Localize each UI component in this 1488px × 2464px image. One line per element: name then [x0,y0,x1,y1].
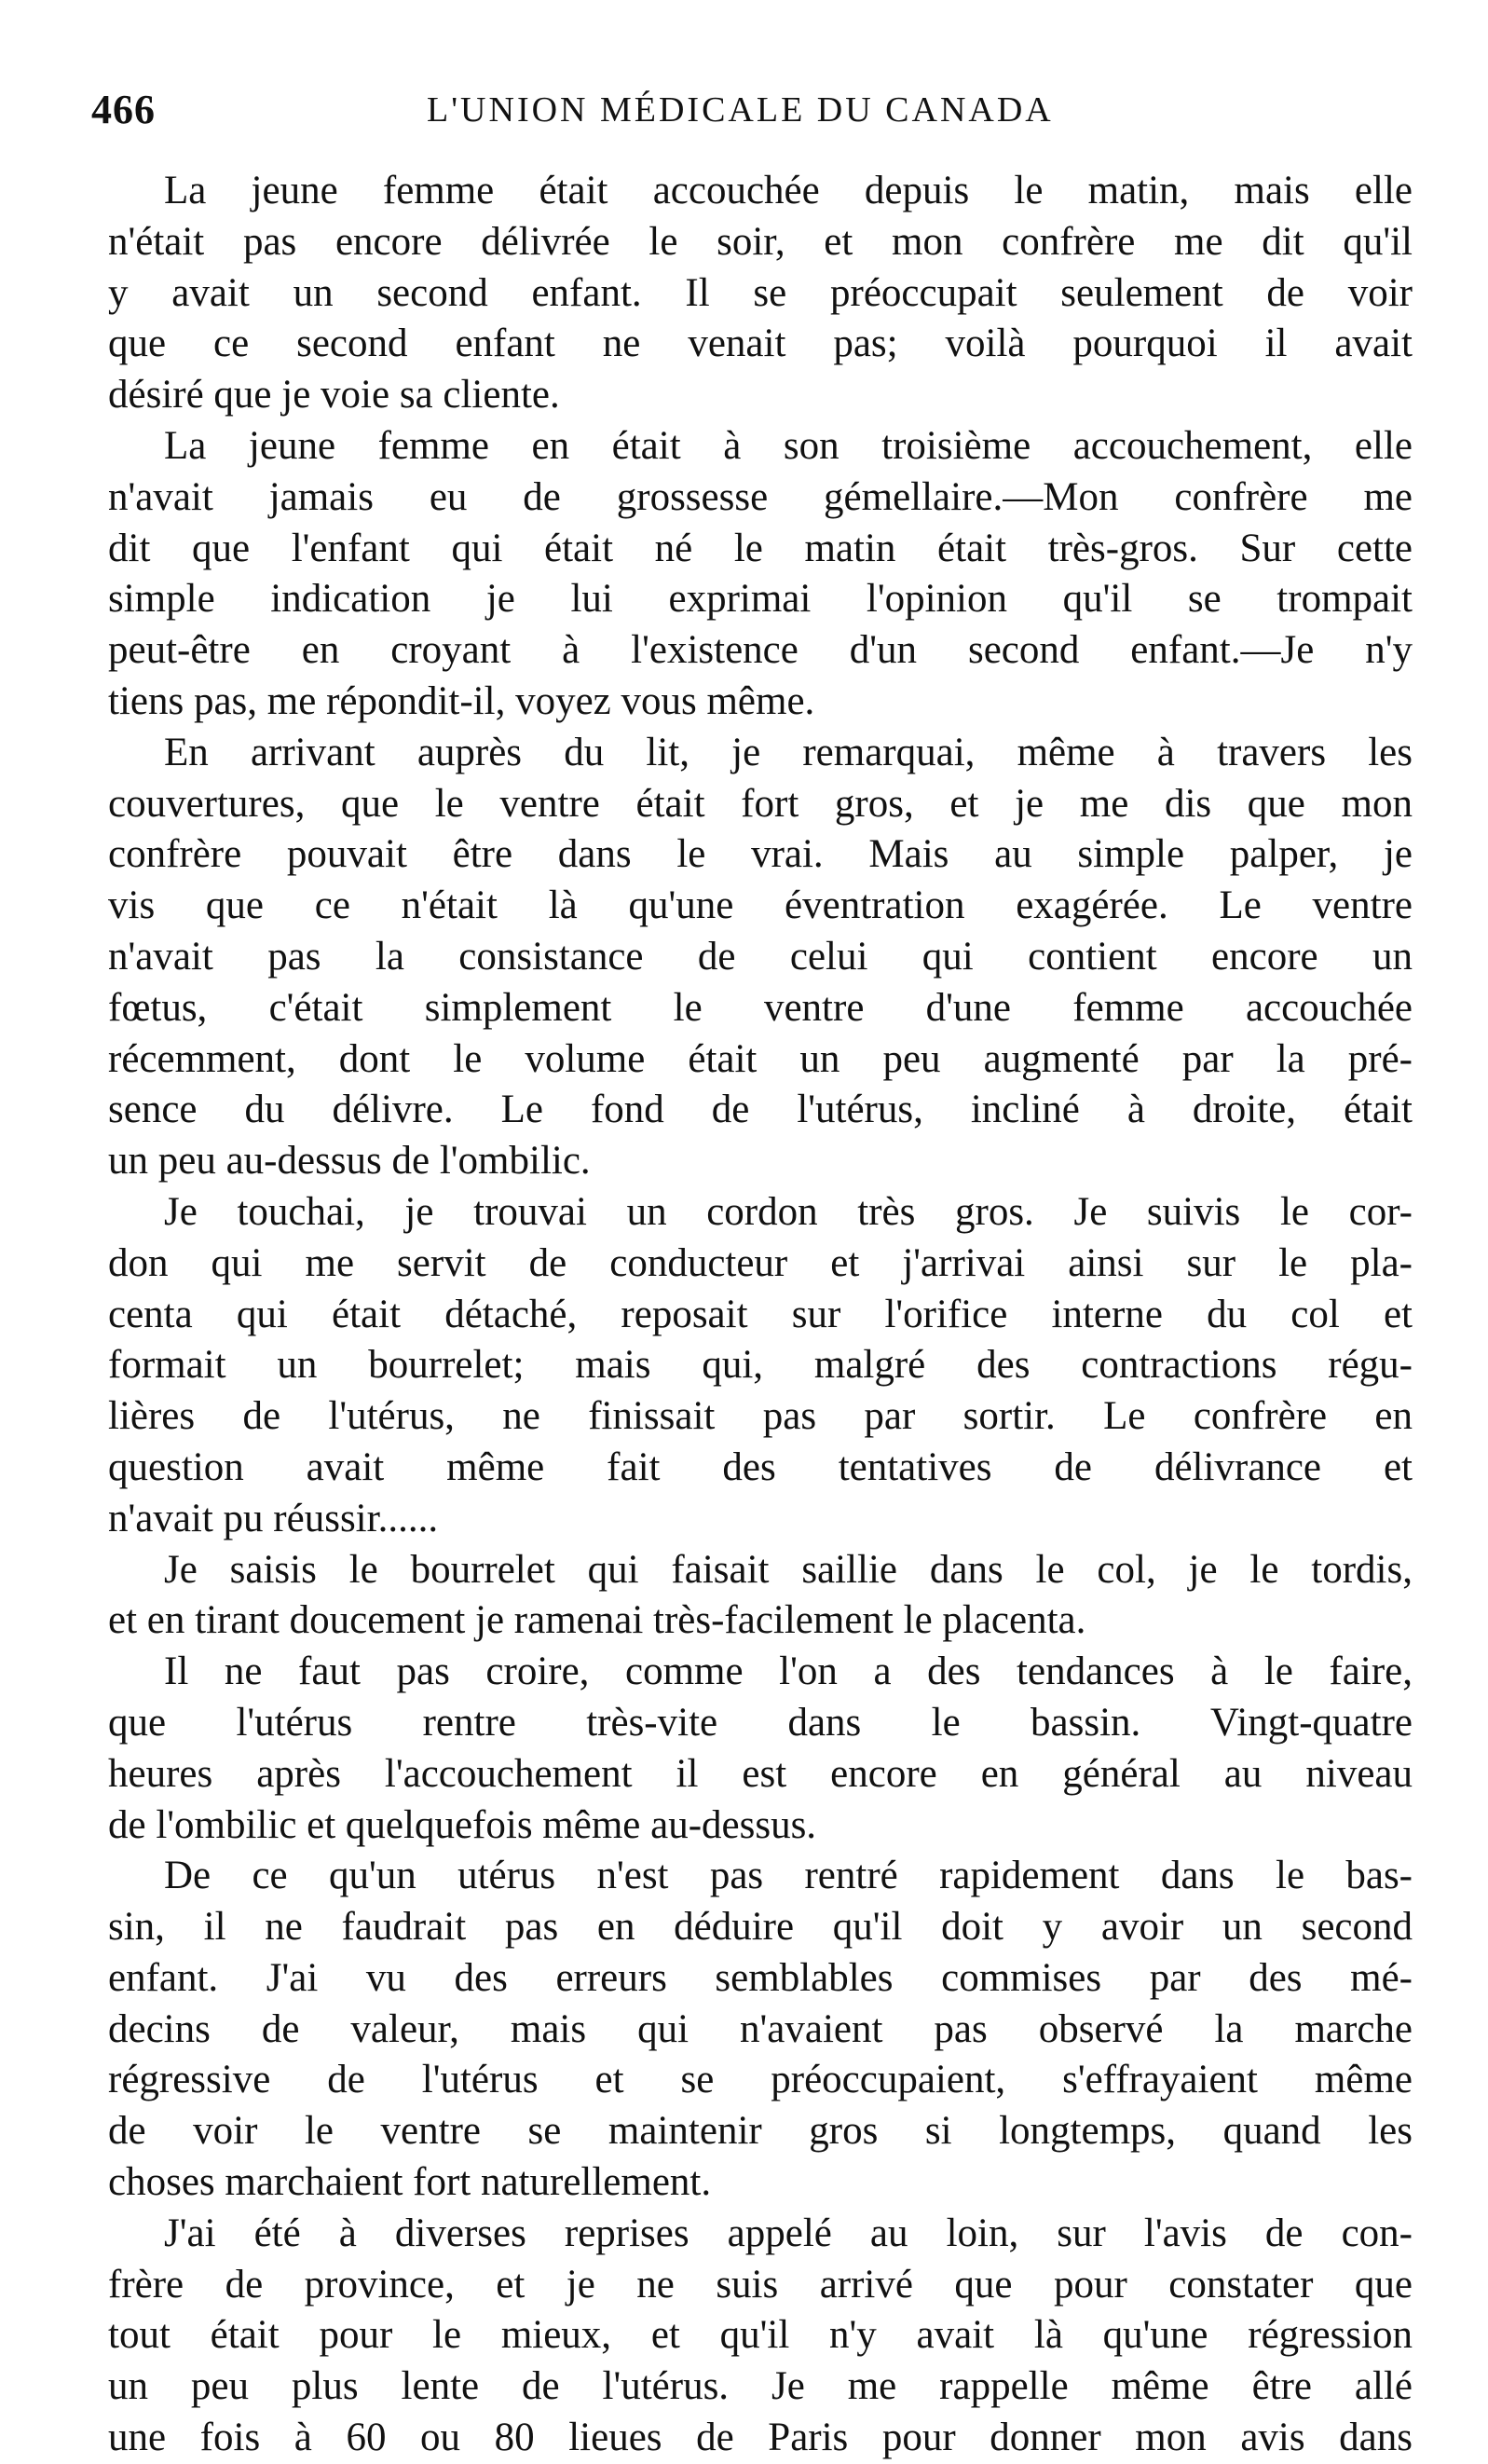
text-line: dit que l'enfant qui était né le matin était très-gros. Sur cette [108,526,1413,570]
text-line: simple indication je lui exprimai l'opinion qu'il se trompait [108,577,1413,622]
text-line: La jeune femme était accouchée depuis le matin, mais elle [164,169,1413,212]
text-line: centa qui était détaché, reposait sur l'orifice interne du col et [108,1292,1413,1336]
text-line: peut-être en croyant à l'existence d'un second enfant.—Je n'y [108,628,1413,673]
text-line: Je touchai, je trouvai un cordon très gros. Je suivis le cor- [164,1189,1413,1234]
journal-title: L'UNION MÉDICALE DU CANADA [427,90,1054,130]
text-line: tout était pour le mieux, et qu'il n'y avait là qu'une régression [108,2313,1413,2358]
text-line: sence du délivre. Le fond de l'utérus, incliné à droite, était [108,1088,1413,1132]
text-line: confrère pouvait être dans le vrai. Mais au simple palper, je [108,832,1413,877]
text-line: enfant. J'ai vu des erreurs semblables commises par des mé- [108,1955,1413,2000]
text-line: n'était pas encore délivrée le soir, et mon confrère me dit qu'il [108,219,1413,264]
text-line: lières de l'utérus, ne finissait pas par sortir. Le confrère en [108,1394,1413,1439]
text-line: y avait un second enfant. Il se préoccupait seulement de voir [108,270,1413,315]
text-line: Il ne faut pas croire, comme l'on a des tendances à le faire, [164,1650,1413,1694]
text-line: n'avait jamais eu de grossesse gémellaire.—Mon confrère me [108,474,1413,519]
text-line: régressive de l'utérus et se préoccupaient, s'effrayaient même [108,2058,1413,2102]
text-line: decins de valeur, mais qui n'avaient pas observé la marche [108,2006,1413,2051]
text-line: que l'utérus rentre très-vite dans le bassin. Vingt-quatre [108,1700,1413,1745]
text-line: J'ai été à diverses reprises appelé au loin, sur l'avis de con- [164,2211,1413,2255]
text-line: De ce qu'un utérus n'est pas rentré rapidement dans le bas- [164,1854,1413,1898]
text-line: formait un bourrelet; mais qui, malgré des contractions régu- [108,1343,1413,1388]
text-line: désiré que je voie sa cliente. [108,373,560,418]
text-line: tiens pas, me répondit-il, voyez vous même. [108,678,815,723]
text-line: n'avait pas la consistance de celui qui contient encore un [108,934,1413,979]
text-line: n'avait pu réussir...... [108,1496,439,1540]
text-line: de l'ombilic et quelquefois même au-dessus. [108,1802,817,1847]
text-line: un peu au-dessus de l'ombilic. [108,1139,591,1184]
text-line: récemment, dont le volume était un peu augmenté par la pré- [108,1036,1413,1081]
text-line: que ce second enfant ne venait pas; voilà pourquoi il avait [108,322,1413,366]
body-text [108,166,1413,2464]
text-line: et en tirant doucement je ramenai très-facilement le placenta. [108,1598,1086,1643]
text-line: don qui me servit de conducteur et j'arrivai ainsi sur le pla- [108,1240,1413,1285]
text-line: un peu plus lente de l'utérus. Je me rappelle même être allé [108,2364,1413,2409]
text-line: fœtus, c'était simplement le ventre d'une femme accouchée [108,985,1413,1030]
text-line: couvertures, que le ventre était fort gros, et je me dis que mon [108,781,1413,826]
text-line: une fois à 60 ou 80 lieues de Paris pour donner mon avis dans [108,2416,1413,2460]
text-line: En arrivant auprès du lit, je remarquai, même à travers les [164,730,1413,774]
running-head [91,86,1396,142]
text-line: de voir le ventre se maintenir gros si longtemps, quand les [108,2109,1413,2154]
text-line: vis que ce n'était là qu'une éventration exagérée. Le ventre [108,883,1413,928]
text-line: heures après l'accouchement il est encore en général au niveau [108,1751,1413,1796]
text-line: sin, il ne faudrait pas en déduire qu'il doit y avoir un second [108,1905,1413,1950]
text-line: La jeune femme en était à son troisième accouchement, elle [164,423,1413,468]
text-line: question avait même fait des tentatives de délivrance et [108,1444,1413,1489]
text-line: choses marchaient fort naturellement. [108,2160,712,2205]
text-line: frère de province, et je ne suis arrivé que pour constater que [108,2262,1413,2307]
text-line: Je saisis le bourrelet qui faisait saillie dans le col, je le tordis, [164,1547,1413,1592]
page-number: 466 [91,87,156,132]
